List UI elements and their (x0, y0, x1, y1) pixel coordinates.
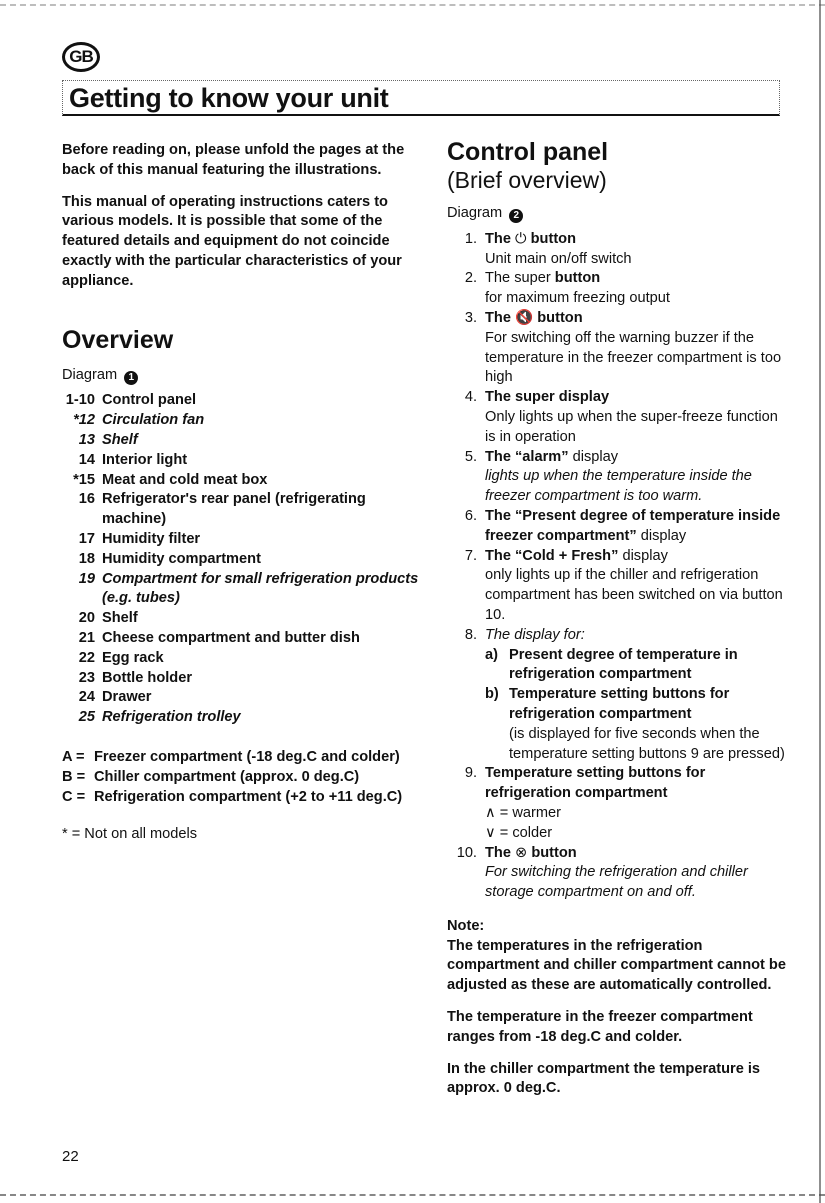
item-description: for maximum freezing output (485, 290, 670, 307)
control-item-8 (447, 626, 787, 765)
scan-edge-bottom (0, 1194, 825, 1196)
right-column (447, 138, 787, 1099)
list-item (62, 451, 422, 471)
item-number: 17 (78, 530, 95, 547)
item-title: The “Cold + Fresh” (485, 547, 619, 564)
item-number: 24 (78, 689, 95, 706)
item-text: Circulation fan (102, 412, 205, 429)
control-item-9 (447, 764, 787, 843)
item-number: 1-10 (65, 392, 95, 409)
compartment-key: B = (62, 768, 86, 785)
list-item (62, 530, 422, 550)
note-paragraph-2: The temperature in the freezer compartment ranges from -18 deg.C and colder. (447, 1009, 753, 1045)
item-number: 25 (78, 709, 95, 726)
item-title-suffix: display (572, 448, 619, 465)
item-title: Temperature setting buttons for refrigeration compartment (485, 765, 706, 802)
item-number: 14 (78, 451, 95, 468)
item-number: 4. (464, 389, 477, 406)
country-badge-gb: GB (62, 42, 100, 72)
item-number: 18 (78, 550, 95, 567)
item-text: Bottle holder (102, 669, 192, 686)
diagram-number-badge: 1 (124, 371, 138, 385)
item-description: Unit main on/off switch (485, 250, 632, 267)
diagram-text: Diagram (447, 205, 503, 221)
item-number: *12 (73, 412, 95, 429)
sub-key: b) (485, 686, 499, 703)
list-item (62, 431, 422, 451)
item-number: 9. (464, 765, 477, 782)
item-text: Interior light (102, 451, 188, 468)
item-title: The “alarm” (485, 448, 569, 465)
compartment-key: C = (62, 788, 86, 805)
item-text: Refrigeration trolley (102, 709, 241, 726)
list-item (62, 570, 422, 610)
control-item-5 (447, 448, 787, 507)
item-title-suffix: button (537, 309, 583, 326)
control-item-1 (447, 230, 787, 270)
list-item (62, 490, 422, 530)
list-item (62, 471, 422, 491)
compartment-c (62, 788, 422, 808)
item-number: 7. (464, 547, 477, 564)
control-item-7 (447, 547, 787, 626)
footnote: * = Not on all models (62, 826, 198, 843)
item-number: 22 (78, 649, 95, 666)
compartment-b (62, 768, 422, 788)
item-text: Refrigerator's rear panel (refrigerating machine) (102, 491, 366, 528)
compartment-text: Freezer compartment (-18 deg.C and colder) (94, 748, 400, 765)
scan-edge-top (0, 4, 825, 6)
power-icon: ⏻ (515, 230, 527, 247)
item-title: button (554, 270, 601, 287)
list-item (62, 649, 422, 669)
refrigeration-toggle-icon: ⊗ (515, 844, 528, 861)
control-item-3 (447, 309, 787, 388)
item-number: 21 (78, 629, 95, 646)
item-description: Only lights up when the super-freeze function is in operation (485, 408, 778, 445)
page-title: Getting to know your unit (69, 83, 389, 113)
left-column (62, 141, 422, 845)
item-text: Meat and cold meat box (102, 471, 268, 488)
diagram-number-badge: 2 (509, 209, 523, 223)
item-text: Humidity compartment (102, 550, 261, 567)
scan-edge-right (819, 0, 821, 1203)
item-number: 13 (78, 431, 95, 448)
list-item (62, 411, 422, 431)
overview-heading: Overview (62, 325, 174, 354)
list-item (62, 688, 422, 708)
control-item-10 (447, 844, 787, 903)
item-number: 2. (464, 270, 477, 287)
intro-paragraph-1: Before reading on, please unfold the pages at the back of this manual featuring the illustrations. (62, 142, 405, 178)
compartment-text: Refrigeration compartment (+2 to +11 deg.C) (94, 788, 403, 805)
title-frame (62, 80, 780, 116)
item-text: Humidity filter (102, 530, 201, 547)
item-title-suffix: display (622, 547, 668, 564)
intro-paragraph-2: This manual of operating instructions caters to various models. It is possible that some of the featured details and equipment do not coincide exactly with the particular characteristics of your appliance. (62, 193, 402, 289)
item-title-suffix: button (531, 844, 577, 861)
display-sub-list (485, 646, 787, 765)
item-number: 3. (464, 309, 477, 326)
sub-item-b (485, 685, 787, 764)
page-number: 22 (62, 1148, 79, 1165)
control-panel-subheading: (Brief overview) (447, 167, 607, 193)
item-number: 23 (78, 669, 95, 686)
overview-diagram-label (62, 366, 422, 386)
control-item-6 (447, 507, 787, 547)
item-number: 8. (464, 626, 477, 643)
list-item (62, 391, 422, 411)
item-text: Shelf (102, 431, 138, 448)
item-text: Cheese compartment and butter dish (102, 629, 360, 646)
warmer-legend: ∧ = warmer (485, 804, 561, 821)
item-description: For switching the refrigeration and chiller storage compartment on and off. (485, 864, 748, 901)
item-number: 20 (78, 610, 95, 627)
sub-key: a) (485, 646, 498, 663)
compartment-legend (62, 748, 422, 807)
item-description: For switching off the warning buzzer if the temperature in the freezer compartment is too high (485, 329, 782, 386)
item-title-prefix: The super (485, 270, 551, 287)
control-panel-heading: Control panel (447, 138, 609, 166)
list-item (62, 629, 422, 649)
item-title: The “Present degree of temperature inside freezer compartment” (485, 507, 781, 544)
compartment-key: A = (62, 748, 85, 765)
item-text: Compartment for small refrigeration products (e.g. tubes) (102, 570, 419, 607)
control-item-2 (447, 269, 787, 309)
item-number: 10. (456, 844, 477, 861)
item-title: The super display (485, 389, 610, 406)
item-description: only lights up if the chiller and refrigeration compartment has been switched on via button 10. (485, 567, 783, 623)
diagram-text: Diagram (62, 366, 118, 383)
parts-list (62, 391, 422, 728)
colder-legend: ∨ = colder (485, 824, 553, 841)
item-number: 5. (464, 448, 477, 465)
sub-item-a (485, 646, 787, 686)
compartment-text: Chiller compartment (approx. 0 deg.C) (94, 768, 360, 785)
item-number: *15 (73, 471, 95, 488)
item-title: The display for: (485, 626, 585, 643)
list-item (62, 669, 422, 689)
item-number: 16 (78, 491, 95, 508)
item-text: Control panel (102, 392, 197, 409)
sub-description: (is displayed for five seconds when the temperature setting buttons 9 are pressed) (509, 725, 785, 762)
control-item-4 (447, 388, 787, 447)
item-description: lights up when the temperature inside the freezer compartment is too warm. (485, 468, 752, 505)
list-item (62, 550, 422, 570)
item-title-suffix: display (640, 527, 687, 544)
item-title-suffix: button (530, 230, 577, 247)
list-item (62, 609, 422, 629)
item-number: 6. (464, 507, 477, 524)
item-number: 1. (464, 230, 477, 247)
compartment-a (62, 748, 422, 768)
control-diagram-label (447, 204, 787, 224)
note-label: Note: (447, 917, 485, 934)
note-paragraph-1: The temperatures in the refrigeration compartment and chiller compartment cannot be adjusted as these are automatically controlled. (447, 937, 786, 994)
item-text: Egg rack (102, 649, 164, 666)
control-items-list (447, 230, 787, 903)
sub-text: Temperature setting buttons for refrigeration compartment (509, 686, 730, 722)
item-title: The (485, 309, 511, 326)
list-item (62, 708, 422, 728)
note-paragraph-3: In the chiller compartment the temperature is approx. 0 deg.C. (447, 1060, 761, 1097)
item-title: The (485, 844, 511, 861)
item-title: The (485, 230, 511, 247)
item-text: Shelf (102, 610, 138, 627)
sub-text: Present degree of temperature in refrigeration compartment (509, 646, 738, 683)
item-number: 19 (78, 570, 95, 587)
item-text: Drawer (102, 689, 152, 706)
mute-buzzer-icon: 🔇 (515, 309, 534, 326)
